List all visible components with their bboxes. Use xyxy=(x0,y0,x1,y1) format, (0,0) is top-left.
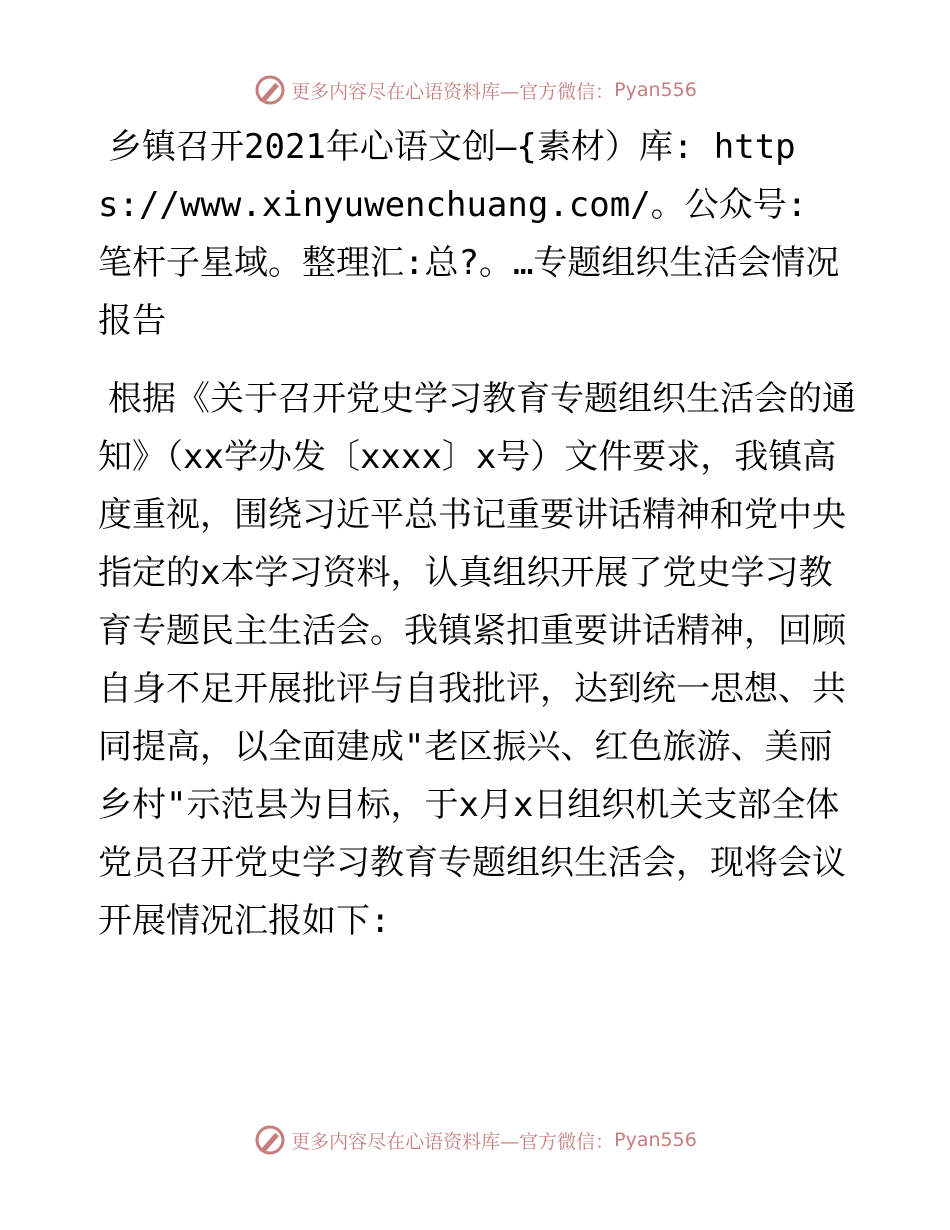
footer-banner-text: 更多内容尽在心语资料库—官方微信： xyxy=(291,1130,615,1153)
header-banner-text: 更多内容尽在心语资料库—官方微信： xyxy=(291,80,615,103)
header-banner xyxy=(0,70,950,110)
pen-logo-icon xyxy=(253,1123,287,1157)
footer-banner xyxy=(0,1120,950,1160)
paragraph-body: 根据《关于召开党史学习教育专题组织生活会的通知》（xx学办发〔xxxx〕x号）文件要求，我镇高度重视，围绕习近平总书记重要讲话精神和党中央指定的x本学习资料，认真组织开展了党史学习教育专题民主生活会。我镇紧扣重要讲话精神，回顾自身不足开展批评与自我批评，达到统一思想、共同提高，以全面建成"老区振兴、红色旅游、美丽乡村"示范县为目标，于x月x日组织机关支部全体党员召开党史学习教育专题组织生活会，现将会议开展情况汇报如下: xyxy=(98,379,856,941)
pen-logo-icon xyxy=(253,73,287,107)
footer-banner-contact: Pyan556 xyxy=(614,1129,697,1151)
paragraph-title: 乡镇召开2021年心语文创—{素材）库: https://www.xinyuwenchuang.com/。公众号: 笔杆子星域。整理汇:总?。…专题组织生活会情况报告 xyxy=(98,127,840,341)
document-body xyxy=(98,118,858,950)
header-banner-contact: Pyan556 xyxy=(614,79,697,101)
